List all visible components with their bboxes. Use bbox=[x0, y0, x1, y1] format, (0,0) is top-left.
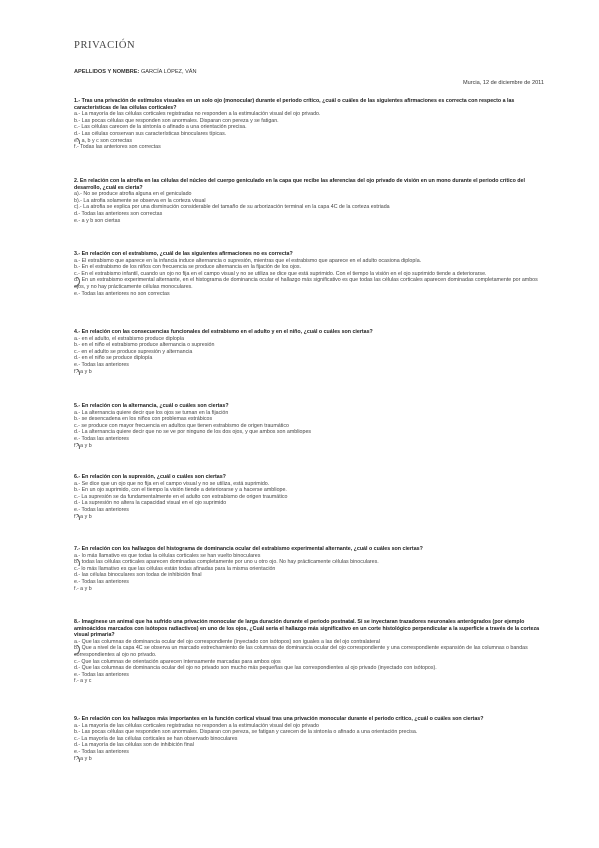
question-4 bbox=[74, 329, 544, 375]
answer-option: a.- en el adulto, el estrabismo produce diplopía bbox=[74, 335, 185, 342]
answer-option: d.- La mayoría de las células son de inhibición final bbox=[74, 742, 194, 749]
question-9 bbox=[74, 716, 544, 762]
question-5 bbox=[74, 403, 544, 449]
question-3 bbox=[74, 251, 544, 297]
answer-option: f.- a y c bbox=[74, 678, 92, 685]
answer-option: c.- lo más llamativo es que las células están todas afinadas para la misma orientación bbox=[74, 565, 276, 572]
selected-answer-circle bbox=[74, 369, 80, 376]
answer-option: e.- Todas las anteriores bbox=[74, 435, 129, 442]
answer-option: b.- Las pocas células que responden son anormales. Disparan con pereza, se fatigan y carecen de la sintonía o afinado a una orientación precisa. bbox=[74, 729, 418, 736]
answer-option: a).- No se produce atrofia alguna en el geniculado bbox=[74, 191, 192, 198]
name-label: APELLIDOS Y NOMBRE: bbox=[74, 69, 140, 75]
selected-answer-circle bbox=[74, 138, 80, 145]
answer-option: f.- a y b bbox=[74, 369, 544, 376]
question-stem: 1.- Tras una privación de estímulos visuales en un solo ojo (monocular) durante el periodo crítico, ¿cuál o cuáles de las siguientes afirmaciones es correcta con respecto a las características de las células corticales? bbox=[74, 98, 515, 111]
answer-option: b.- se desencadena en los niños con problemas estrábicos bbox=[74, 416, 213, 423]
answer-option: a.- Que las columnas de dominancia ocular del ojo correspondiente (inyectado con isótopos) son iguales a las del ojo contralateral bbox=[74, 638, 380, 645]
answer-option: b.- En el estrabismo de los niños con frecuencia se produce alternancia en la fijación de los ojos. bbox=[74, 264, 302, 271]
answer-option: c.- En el estrabismo infantil, cuando un ojo no fija en el campo visual y no se utiliza se dice que está suprimido. Con el tiempo la visión en el ojo suprimido tiende a deteriorarse. bbox=[74, 270, 487, 277]
answer-option: e.- Todas las anteriores bbox=[74, 361, 129, 368]
question-6 bbox=[74, 474, 544, 520]
answer-option: f.- a y b bbox=[74, 514, 544, 521]
question-1 bbox=[74, 98, 544, 151]
answer-option: e.- Todas las anteriores bbox=[74, 506, 129, 513]
answer-option: c.- Las células carecen de la sintonía o afinado a una orientación precisa. bbox=[74, 124, 247, 131]
answer-option: c).- La atrofia se explica por una disminución considerable del tamaño de su arborización terminal en la capa 4C de la corteza estriada bbox=[74, 204, 390, 211]
answer-option: e.- a, b y c son correctas bbox=[74, 138, 544, 145]
question-stem: 6.- En relación con la supresión, ¿cuál o cuáles son ciertas? bbox=[74, 474, 226, 480]
answer-option: c.- La mayoría de las células corticales se han observado binoculares bbox=[74, 735, 238, 742]
student-name-line bbox=[74, 69, 197, 75]
answer-option: b.- En un ojo suprimido, con el tiempo la visión tiende a deteriorarse y a hacerse ambliope. bbox=[74, 487, 287, 494]
answer-option: d.- En un estrabismo experimental alternante, en el histograma de dominancia ocular el hallazgo más significativo es que todas las células corticales aparecen dominadas completamente por ambos ojos, y no hay prácticamente células monoculares. bbox=[74, 277, 544, 290]
answer-option: d.- Que las columnas de dominancia ocular del ojo no privado son mucho más pequeñas que las correspondientes al ojo privado (inyectado con isótopos). bbox=[74, 665, 437, 672]
answer-option: b.- todas las células corticales aparecen dominadas completamente por uno u otro ojo. No hay prácticamente células binoculares. bbox=[74, 559, 544, 566]
question-stem: 5.- En relación con la alternancia, ¿cuál o cuáles son ciertas? bbox=[74, 403, 229, 409]
selected-answer-circle bbox=[74, 756, 80, 763]
answer-option: a.- El estrabismo que aparece en la infancia induce alternancia o supresión, mientras que el estrabismo que aparece en el adulto ocasiona diplopía. bbox=[74, 257, 422, 264]
selected-answer-circle bbox=[74, 443, 80, 450]
selected-answer-circle bbox=[74, 559, 80, 566]
exam-date: Murcia, 12 de diciembre de 2011 bbox=[462, 80, 544, 86]
answer-option: b).- La atrofia solamente se observa en la corteza visual bbox=[74, 197, 206, 204]
answer-option: c.- en el adulto se produce supresión y alternancia bbox=[74, 348, 193, 355]
answer-option: a.- Se dice que un ojo que no fija en el campo visual y no se utiliza, está suprimido. bbox=[74, 480, 270, 487]
answer-option: f.- a y b bbox=[74, 756, 544, 763]
answer-option: d.- las células binoculares son todas de inhibición final bbox=[74, 572, 202, 579]
answer-option: b.- en el niño el estrabismo produce alternancia o supresión bbox=[74, 342, 215, 349]
answer-option: d.- Todas las anteriores son correctas bbox=[74, 210, 163, 217]
answer-option: a.- La alternancia quiere decir que los ojos se turnan en la fijación bbox=[74, 409, 229, 416]
answer-option: d.- La alternancia quiere decir que no se ve por ninguno de los dos ojos, y que ambos son ambliopes bbox=[74, 429, 312, 436]
question-stem: 4.- En relación con las consecuencias funcionales del estrabismo en el adulto y en el niño, ¿cuál o cuáles son ciertas? bbox=[74, 329, 373, 335]
answer-option: f.- Todas las anteriores son correctas bbox=[74, 144, 161, 151]
question-stem: 2. En relación con la atrofia en las células del núcleo del cuerpo geniculado en la capa que recibe las aferencias del ojo privado de visión en un mono durante el periodo crítico del desarrollo, ¿cuál es cierta? bbox=[74, 178, 525, 191]
answer-option: e.- Todas las anteriores bbox=[74, 578, 129, 585]
answer-option: d.- Las células conservan sus características binoculares típicas. bbox=[74, 130, 227, 137]
answer-option: d.- en el niño se produce diplopía bbox=[74, 355, 153, 362]
question-stem: 9.- En relación con los hallazgos más importantes en la función cortical visual tras una privación monocular durante el periodo crítico, ¿cuál o cuáles son ciertas? bbox=[74, 716, 484, 722]
answer-option: a.- lo más llamativo es que todas la células corticales se han vuelto binoculares bbox=[74, 552, 261, 559]
answer-option: a.- La mayoría de las células corticales registradas no responden a la estimulación visual del ojo privado bbox=[74, 722, 319, 729]
selected-answer-circle bbox=[74, 514, 80, 521]
answer-option: c.- La supresión se da fundamentalmente en el adulto con estrabismo de origen traumático bbox=[74, 493, 288, 500]
answer-option: a.- La mayoría de las células corticales registradas no responden a la estimulación visual del ojo privado. bbox=[74, 111, 321, 118]
answer-option: f.- a y b bbox=[74, 585, 92, 592]
name-value: GARCÍA LÓPEZ, VÁN bbox=[140, 69, 197, 75]
answer-option: e.- Todas las anteriores bbox=[74, 671, 129, 678]
question-2 bbox=[74, 178, 544, 224]
page-title: PRIVACIÓN bbox=[74, 40, 136, 51]
answer-option: e.- a y b son ciertas bbox=[74, 217, 121, 224]
question-stem: 7.- En relación con los hallazgos del histograma de dominancia ocular del estrabismo experimental alternante, ¿cuál o cuáles son ciertas? bbox=[74, 546, 423, 552]
answer-option: b.- Las pocas células que responden son anormales. Disparan con pereza y se fatigan. bbox=[74, 117, 279, 124]
question-7 bbox=[74, 546, 544, 592]
answer-option: b.- Que a nivel de la capa 4C se observa un marcado estrechamiento de las columnas de dominancia ocular del ojo correspondiente y una correspondiente expansión de las columnas o bandas correspondientes al ojo no privado. bbox=[74, 645, 544, 658]
question-stem: 8.- Imagínese un animal que ha sufrido una privación monocular de larga duración durante el periodo postnatal. Si se inyectaran trazadores neuronales anterógrados (por ejemplo aminoácidos marcados con isótopos radiactivos) en uno de los ojos, ¿Cuál sería el hallazgo más significativo en un corte histológico perpendicular a la superficie a través de la corteza visual primaria? bbox=[74, 619, 540, 639]
answer-option: c.- Que las columnas de orientación aparecen intensamente marcadas para ambos ojos bbox=[74, 658, 281, 665]
question-stem: 3.- En relación con el estrabismo, ¿cuál de las siguientes afirmaciones no es correcta? bbox=[74, 251, 293, 257]
answer-option: e.- Todas las anteriores no son correctas bbox=[74, 290, 170, 297]
answer-option: e.- Todas las anteriores bbox=[74, 748, 129, 755]
answer-option: c.- se produce con mayor frecuencia en adultos que tienen estrabismo de origen traumático bbox=[74, 422, 289, 429]
question-8 bbox=[74, 619, 544, 685]
answer-option: f.- a y b bbox=[74, 443, 544, 450]
answer-option: d.- La supresión no altera la capacidad visual en el ojo suprimido bbox=[74, 500, 227, 507]
